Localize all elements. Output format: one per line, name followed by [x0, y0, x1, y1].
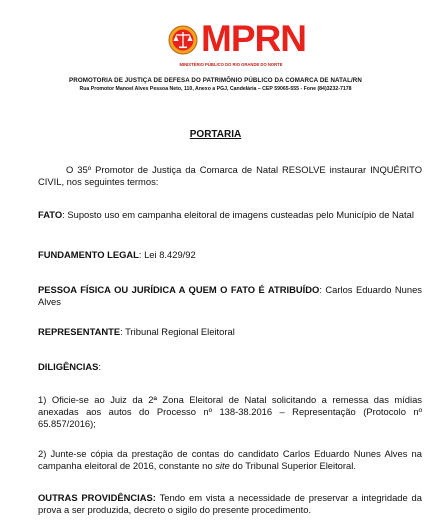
institution-address: Rua Promotor Manoel Alves Pessoa Neto, 110, Anexo a PGJ, Candelária – CEP 59065-555 - Fone (84)3232-7178 [79, 86, 352, 92]
outras-providencias-paragraph [38, 492, 422, 516]
fundamento-paragraph [38, 249, 422, 261]
logo-wordmark: MPRN [201, 18, 306, 59]
diligencia-2-text-b: do Tribunal Superior Eleitoral. [229, 460, 356, 471]
diligencia-1 [38, 394, 422, 430]
representante-paragraph [38, 326, 422, 338]
representante-label: REPRESENTANTE [38, 326, 121, 337]
diligencia-2-site: site [215, 460, 230, 471]
pessoa-label: PESSOA FÍSICA OU JURÍDICA A QUEM O FATO É ATRIBUÍDO [38, 284, 320, 295]
representante-text: : Tribunal Regional Eleitoral [120, 326, 235, 337]
intro-paragraph [38, 164, 422, 188]
pessoa-text: : Carlos Eduardo Nunes Alves [38, 284, 422, 307]
intro-text: O 35º Promotor de Justiça da Comarca de Natal RESOLVE instaurar INQUÉRITO CIVIL, nos seguintes termos: [38, 164, 422, 187]
document-title: PORTARIA [189, 129, 242, 140]
diligencias-colon: : [98, 361, 102, 372]
fato-label: FATO [38, 209, 63, 220]
outras-label: OUTRAS PROVIDÊNCIAS: [38, 492, 156, 503]
diligencia-2 [38, 448, 422, 472]
fundamento-text: : Lei 8.429/92 [138, 249, 196, 260]
diligencia-1-text: 1) Oficie-se ao Juiz da 2ª Zona Eleitoral de Natal solicitando a remessa das mídias anexadas aos autos do Processo nº 138-38.2016 – Representação (Protocolo nº 65.857/2016); [38, 394, 422, 429]
pessoa-paragraph [38, 284, 422, 308]
diligencias-heading [38, 361, 422, 373]
logo-subtitle: MINISTÉRIO PÚBLICO DO RIO GRANDE DO NORTE [179, 62, 283, 67]
diligencias-label: DILIGÊNCIAS [38, 361, 99, 372]
outras-text: Tendo em vista a necessidade de preservar a integridade da prova a ser produzida, decreto o sigilo do presente procedimento. [38, 492, 422, 515]
fato-text: : Suposto uso em campanha eleitoral de imagens custeadas pelo Município de Natal [62, 209, 414, 220]
fato-paragraph [38, 209, 422, 221]
scales-of-justice-seal-icon [168, 25, 198, 55]
institution-name: PROMOTORIA DE JUSTIÇA DE DEFESA DO PATRIMÔNIO PÚBLICO DA COMARCA DE NATAL/RN [69, 77, 362, 84]
fundamento-label: FUNDAMENTO LEGAL [38, 249, 139, 260]
mprn-logo [168, 18, 306, 68]
diligencia-2-text-a: 2) Junte-se cópia da prestação de contas do candidato Carlos Eduardo Nunes Alves na campanha eleitoral de 2016, constante no [38, 448, 422, 471]
